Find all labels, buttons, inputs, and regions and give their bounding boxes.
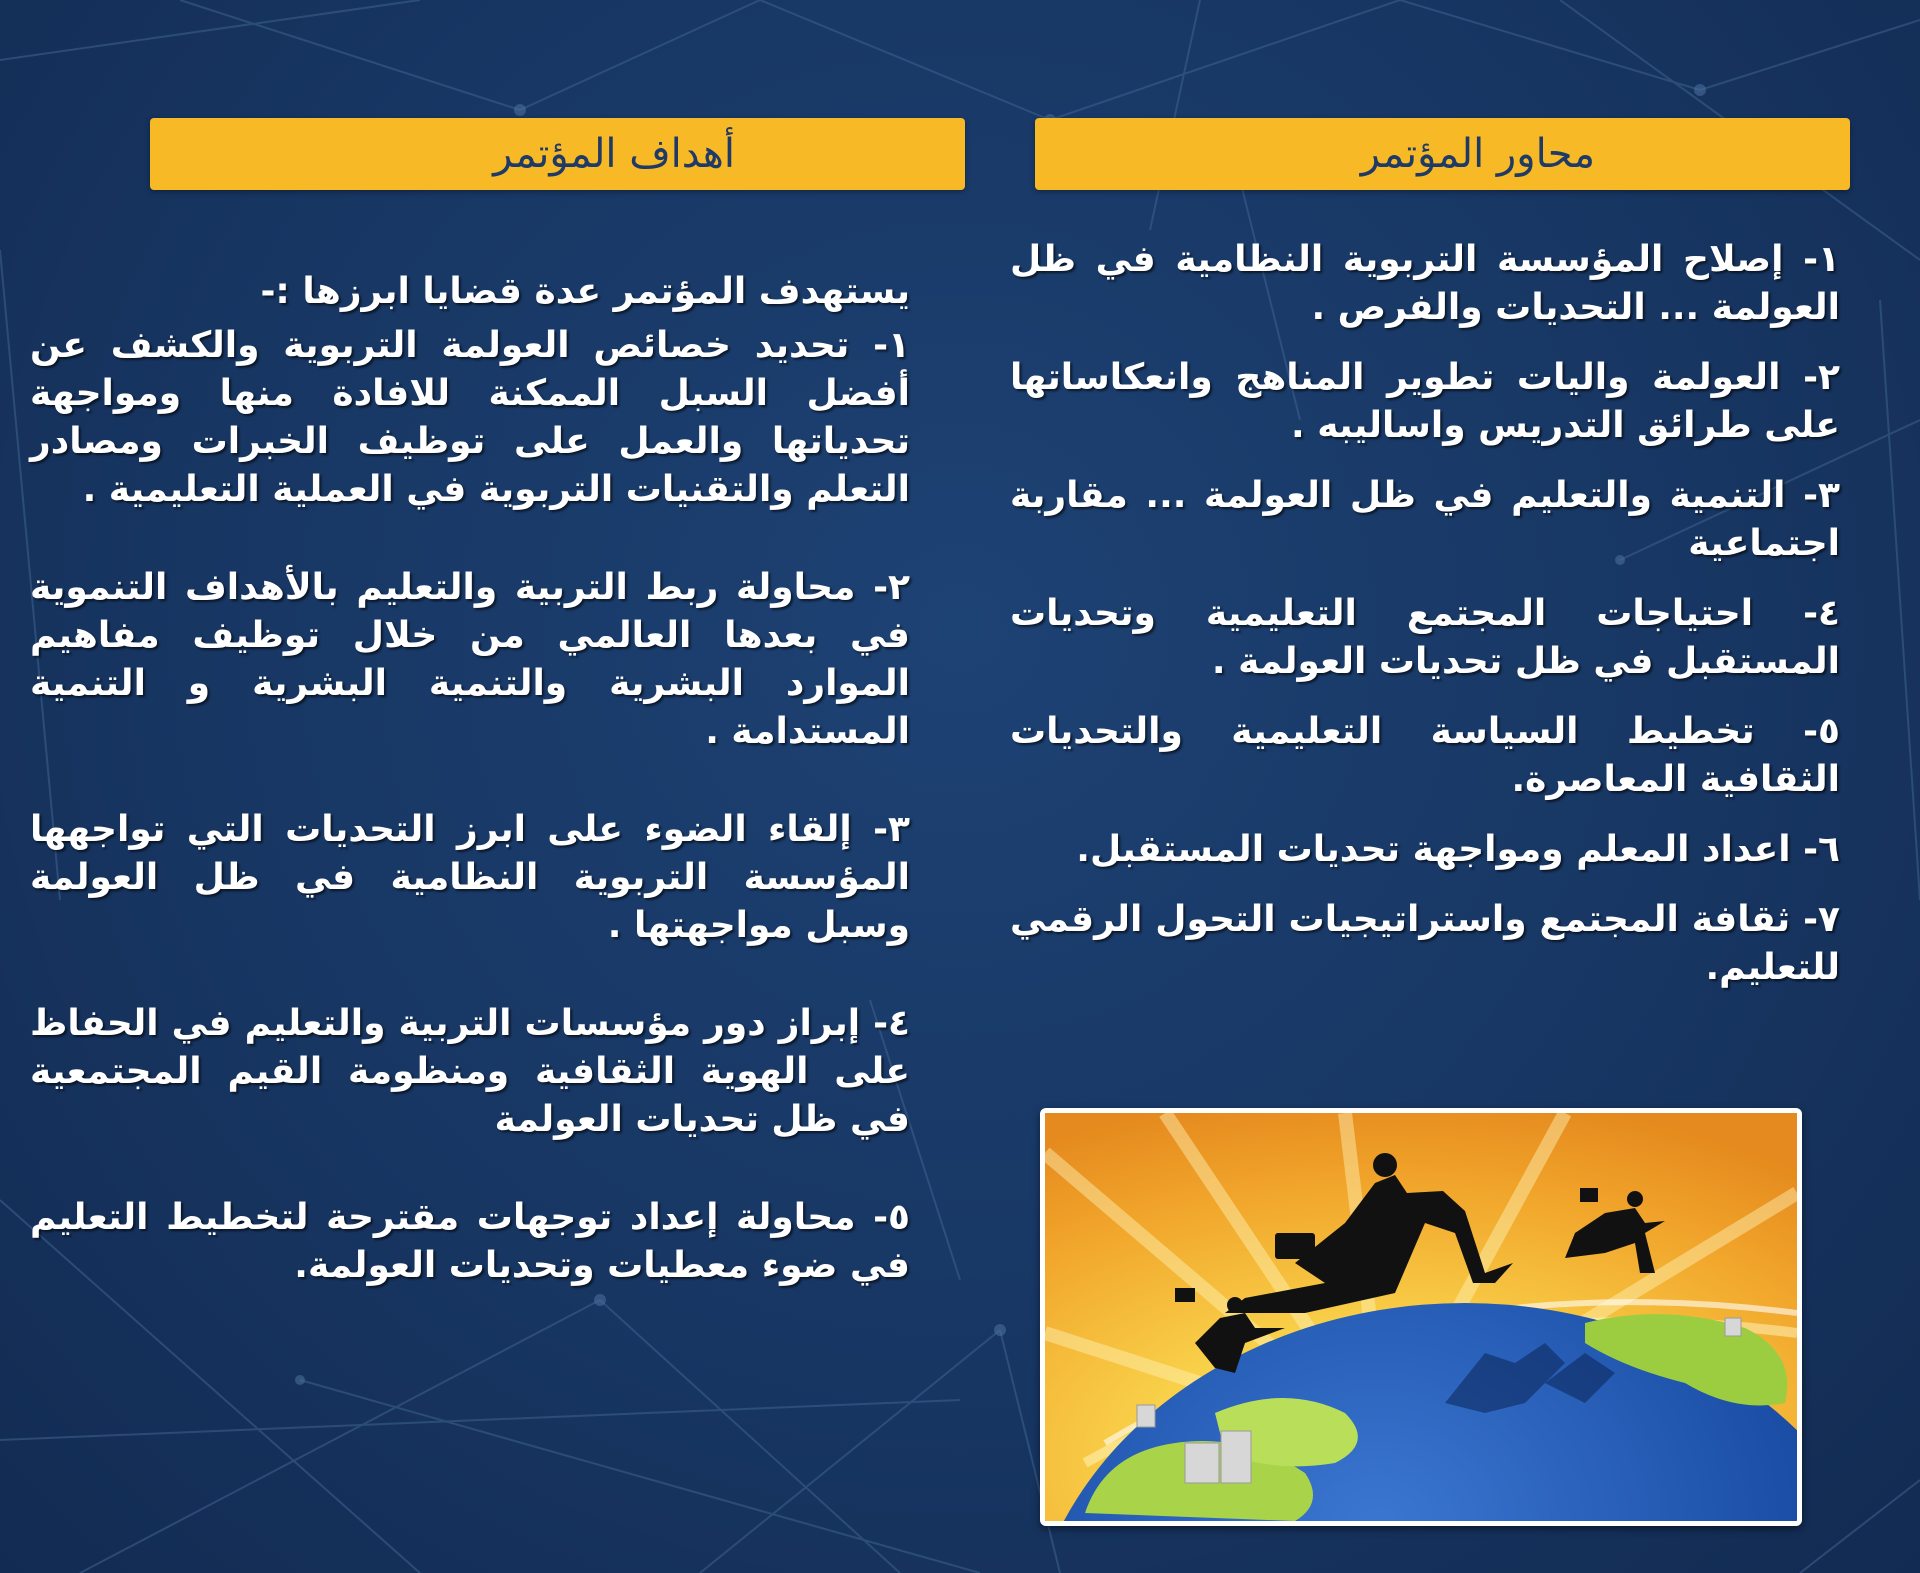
axis-item-4: ٤- احتياجات المجتمع التعليمية وتحديات المستقبل في ظل تحديات العولمة . bbox=[1010, 593, 1840, 682]
axis-item-1: ١- إصلاح المؤسسة التربوية النظامية في ظل العولمة ... التحديات والفرص . bbox=[1010, 239, 1840, 328]
axis-item-6: ٦- اعداد المعلم ومواجهة تحديات المستقبل. bbox=[1076, 829, 1840, 870]
axes-title-banner bbox=[1035, 118, 1850, 190]
axes-list bbox=[1010, 236, 1840, 992]
objective-item-3: ٣- إلقاء الضوء على ابرز التحديات التي تواجهها المؤسسة التربوية النظامية في ظل العولمة وسبل مواجهتها . bbox=[30, 809, 910, 946]
objectives-section bbox=[30, 118, 910, 1340]
objective-item-5: ٥- محاولة إعداد توجهات مقترحة لتخطيط التعليم في ضوء معطيات وتحديات العولمة. bbox=[30, 1197, 910, 1286]
objective-item-2: ٢- محاولة ربط التربية والتعليم بالأهداف التنموية في بعدها العالمي من خلال توظيف مفاهيم الموارد البشرية والتنمية البشرية و التنمية المستدامة . bbox=[30, 567, 910, 752]
objectives-title: أهداف المؤتمر bbox=[493, 131, 735, 177]
axis-item-2: ٢- العولمة واليات تطوير المناهج وانعكاساتها على طرائق التدريس واساليبه . bbox=[1010, 357, 1840, 446]
objectives-intro: يستهدف المؤتمر عدة قضايا ابرزها :- bbox=[260, 271, 910, 312]
axes-section bbox=[1000, 118, 1850, 1014]
axis-item-5: ٥- تخطيط السياسة التعليمية والتحديات الثقافية المعاصرة. bbox=[1010, 711, 1840, 800]
globalization-illustration bbox=[1040, 1108, 1802, 1526]
axis-item-3: ٣- التنمية والتعليم في ظل العولمة ... مقاربة اجتماعية bbox=[1010, 475, 1840, 564]
objective-item-1: ١- تحديد خصائص العولمة التربوية والكشف عن أفضل السبل الممكنة للافادة منها ومواجهة تحدياتها والعمل على توظيف الخبرات ومصادر التعلم والتقنيات التربوية في العملية التعليمية . bbox=[30, 325, 910, 510]
axis-item-7: ٧- ثقافة المجتمع واستراتيجيات التحول الرقمي للتعليم. bbox=[1010, 899, 1840, 988]
globe-runners-image bbox=[1045, 1113, 1797, 1521]
objective-item-4: ٤- إبراز دور مؤسسات التربية والتعليم في الحفاظ على الهوية الثقافية ومنظومة القيم المجتمعية في ظل تحديات العولمة bbox=[30, 1003, 910, 1140]
objectives-title-banner bbox=[150, 118, 965, 190]
axes-title: محاور المؤتمر bbox=[1360, 131, 1595, 177]
